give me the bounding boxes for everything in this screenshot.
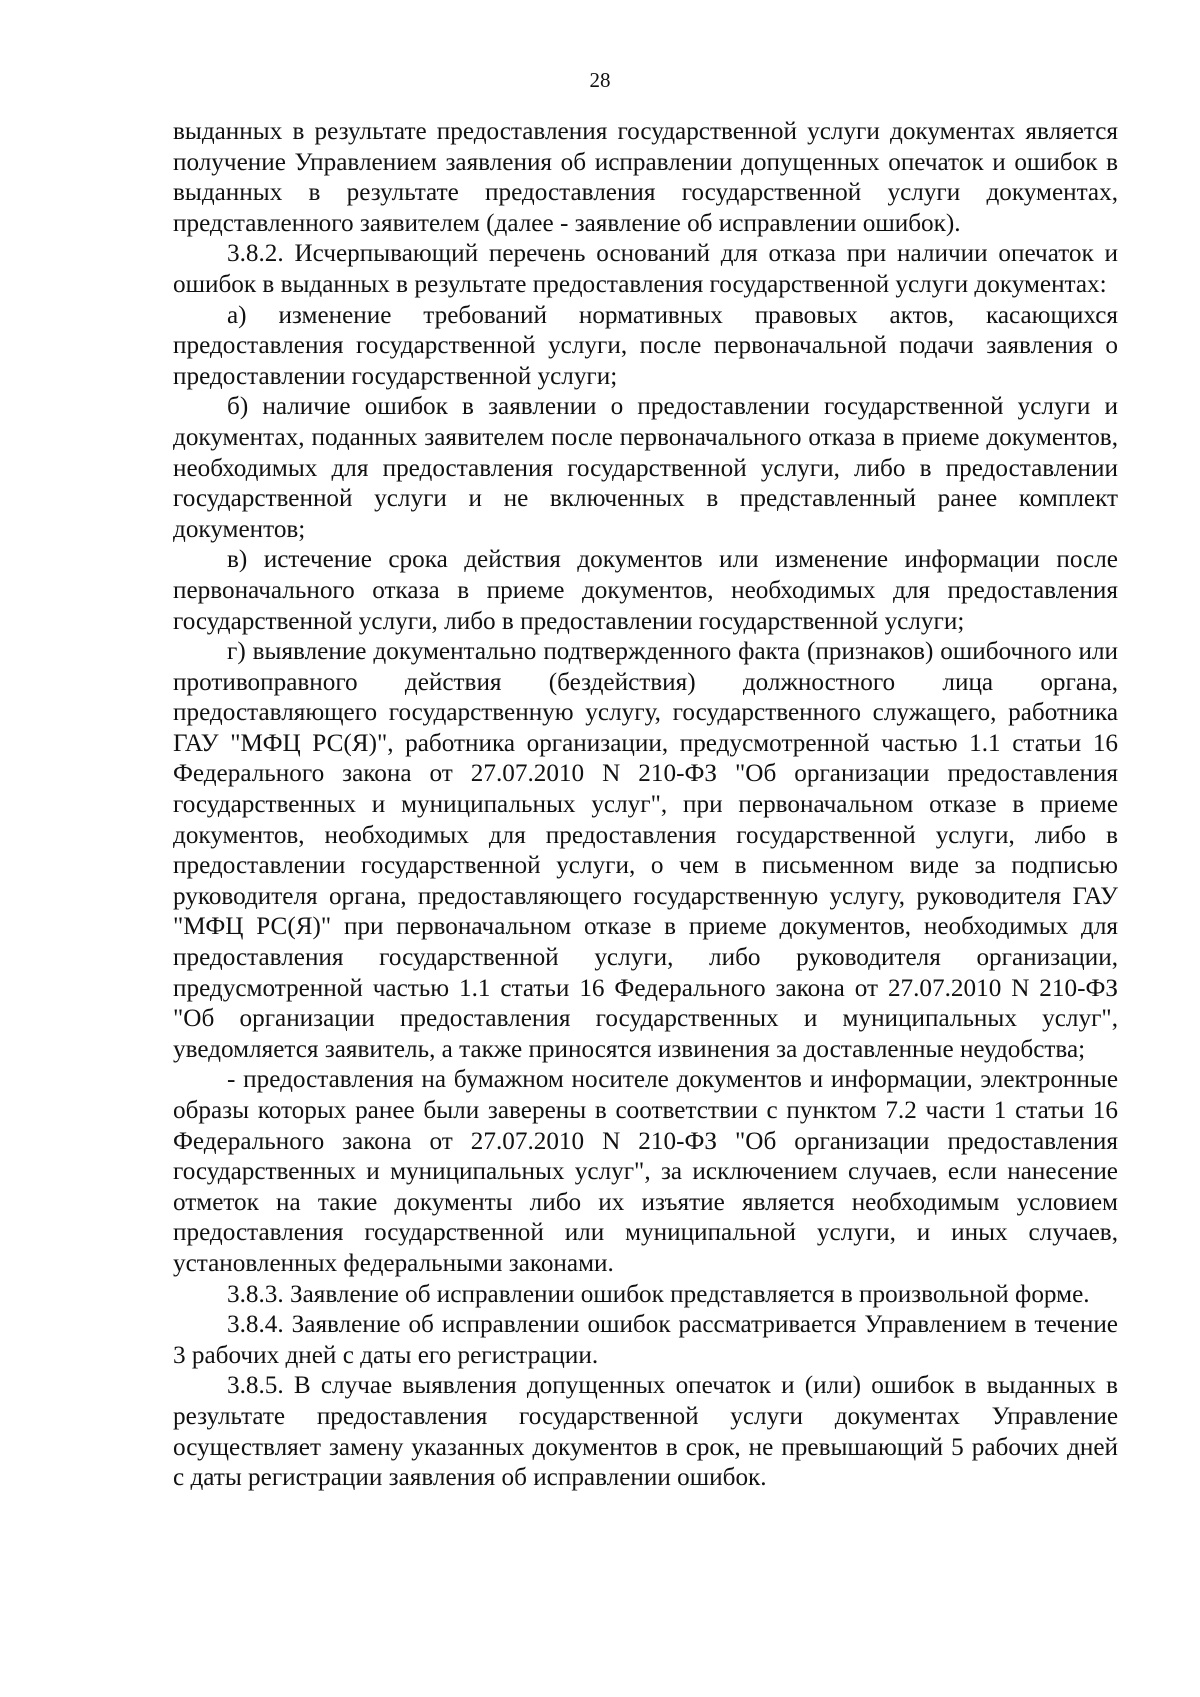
paragraph-item-g: г) выявление документально подтвержденного факта (признаков) ошибочного или противоправного действия (бездействия) должностного лица органа, предоставляющего государственную услугу, государственного служащего, работника ГАУ "МФЦ РС(Я)", работника организации, предусмотренной частью 1.1 статьи 16 Федерального закона от 27.07.2010 N 210-ФЗ "Об организации предоставления государственных и муниципальных услуг", при первоначальном отказе в приеме документов, необходимых для предоставления государственной услуги, либо в предоставлении государственной услуги, о чем в письменном виде за подписью руководителя органа, предоставляющего государственную услугу, руководителя ГАУ "МФЦ РС(Я)" при первоначальном отказе в приеме документов, необходимых для предоставления государственной услуги, либо руководителя организации, предусмотренной частью 1.1 статьи 16 Федерального закона от 27.07.2010 N 210-ФЗ "Об организации предоставления государственных и муниципальных услуг", уведомляется заявитель, а также приносятся извинения за доставленные неудобства; [173, 638, 1118, 1063]
page-number: 28 [589, 68, 611, 92]
document-body [173, 117, 1118, 1494]
paragraph-item-b: б) наличие ошибок в заявлении о предоставлении государственной услуги и документах, поданных заявителем после первоначального отказа в приеме документов, необходимых для предоставления государственной услуги, либо в предоставлении государственной услуги и не включенных в представленный ранее комплект документов; [173, 393, 1118, 543]
paragraph-3-8-4: 3.8.4. Заявление об исправлении ошибок рассматривается Управлением в течение 3 рабочих дней с даты его регистрации. [173, 1311, 1118, 1369]
paragraph-3-8-5: 3.8.5. В случае выявления допущенных опечаток и (или) ошибок в выданных в результате предоставления государственной услуги документах Управление осуществляет замену указанных документов в срок, не превышающий 5 рабочих дней с даты регистрации заявления об исправлении ошибок. [173, 1372, 1118, 1492]
paragraph-dash-item: - предоставления на бумажном носителе документов и информации, электронные образы которых ранее были заверены в соответствии с пунктом 7.2 части 1 статьи 16 Федерального закона от 27.07.2010 N 210-ФЗ "Об организации предоставления государственных и муниципальных услуг", за исключением случаев, если нанесение отметок на такие документы либо их изъятие является необходимым условием предоставления государственной или муниципальной услуги, и иных случаев, установленных федеральными законами. [173, 1066, 1118, 1277]
paragraph-item-a: а) изменение требований нормативных правовых актов, касающихся предоставления государственной услуги, после первоначальной подачи заявления о предоставлении государственной услуги; [173, 301, 1118, 390]
paragraph-continuation: выданных в результате предоставления государственной услуги документах является получение Управлением заявления об исправлении допущенных опечаток и ошибок в выданных в результате предоставления государственной услуги документах, представленного заявителем (далее - заявление об исправлении ошибок). [173, 118, 1118, 237]
paragraph-3-8-2: 3.8.2. Исчерпывающий перечень оснований для отказа при наличии опечаток и ошибок в выданных в результате предоставления государственной услуги документах: [173, 240, 1118, 298]
paragraph-3-8-3: 3.8.3. Заявление об исправлении ошибок представляется в произвольной форме. [227, 1280, 1090, 1308]
paragraph-item-v: в) истечение срока действия документов или изменение информации после первоначального отказа в приеме документов, необходимых для предоставления государственной услуги, либо в предоставлении государственной услуги; [173, 546, 1118, 635]
